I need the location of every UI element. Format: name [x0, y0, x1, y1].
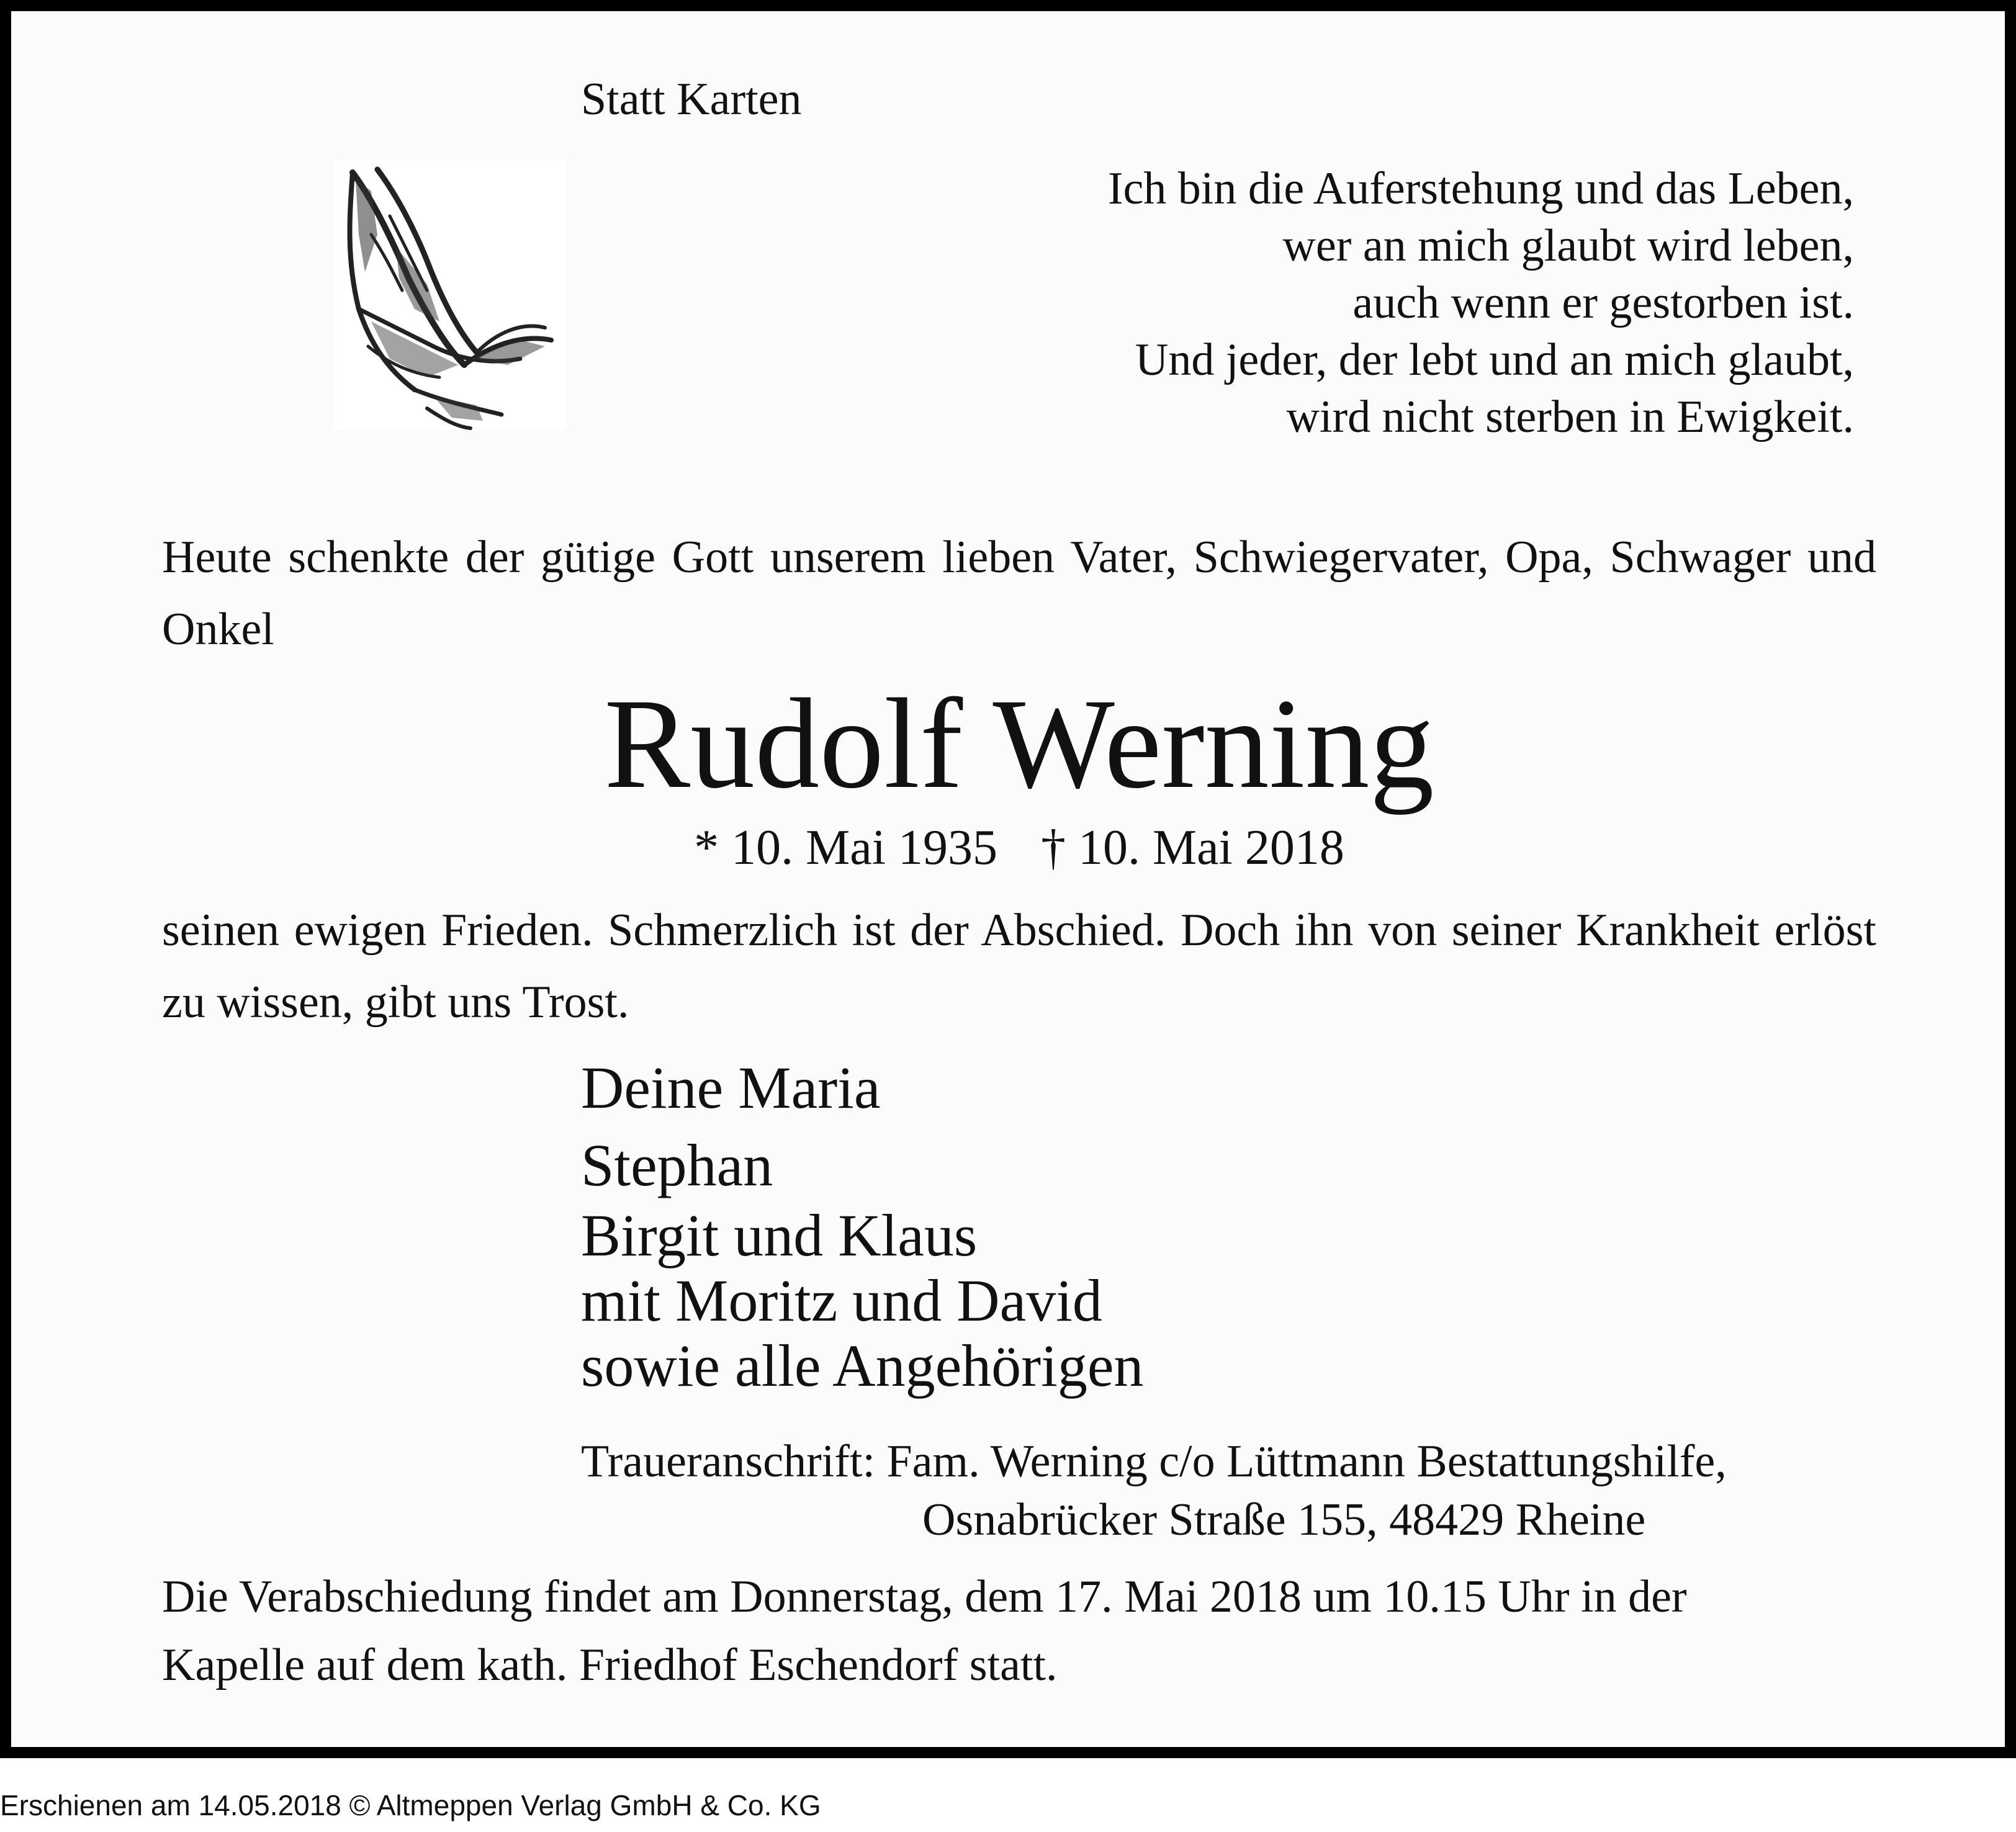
- funeral-line: Die Verabschiedung findet am Donnerstag, dem 17. Mai 2018 um 10.15 Uhr in der: [162, 1571, 1687, 1622]
- family-member: Deine Maria: [581, 1054, 881, 1121]
- deceased-name: Rudolf Werning: [604, 672, 1434, 815]
- verse-line: Ich bin die Auferstehung und das Leben,: [1107, 163, 1854, 214]
- mourning-address-line-2: Osnabrücker Straße 155, 48429 Rheine: [922, 1494, 1646, 1545]
- death-date: † 10. Mai 2018: [1041, 820, 1344, 875]
- verse-line: auch wenn er gestorben ist.: [1352, 277, 1854, 328]
- family-member: Birgit und Klaus: [581, 1202, 978, 1268]
- header-text: Statt Karten: [581, 74, 802, 125]
- bible-verse: [799, 160, 1854, 446]
- publication-footer: Erschienen am 14.05.2018 © Altmeppen Verlag GmbH & Co. KG: [0, 1789, 821, 1821]
- funeral-line: Kapelle auf dem kath. Friedhof Eschendorf statt.: [162, 1640, 1058, 1691]
- mourning-address-line-1: Traueranschrift: Fam. Werning c/o Lüttmann Bestattungshilfe,: [581, 1436, 1727, 1487]
- verse-line: wer an mich glaubt wird leben,: [1282, 220, 1854, 271]
- birth-date: * 10. Mai 1935: [694, 820, 997, 875]
- intro-text: Heute schenkte der gütige Gott unserem lieben Vater, Schwiegervater, Opa, Schwager und Onkel: [162, 532, 1876, 655]
- praying-hands-icon: [334, 160, 567, 430]
- life-dates: [11, 817, 2016, 879]
- family-member: Stephan: [581, 1132, 773, 1198]
- message-text: seinen ewigen Frieden. Schmerzlich ist der Abschied. Doch ihn von seiner Krankheit erlöst zu wissen, gibt uns Trost.: [162, 905, 1876, 1028]
- family-list: [581, 1048, 1143, 1398]
- family-member: sowie alle Angehörigen: [581, 1332, 1144, 1399]
- verse-line: wird nicht sterben in Ewigkeit.: [1286, 392, 1854, 442]
- funeral-notice: [162, 1563, 1876, 1699]
- verse-line: Und jeder, der lebt und an mich glaubt,: [1135, 335, 1854, 385]
- family-member: mit Moritz und David: [581, 1267, 1102, 1334]
